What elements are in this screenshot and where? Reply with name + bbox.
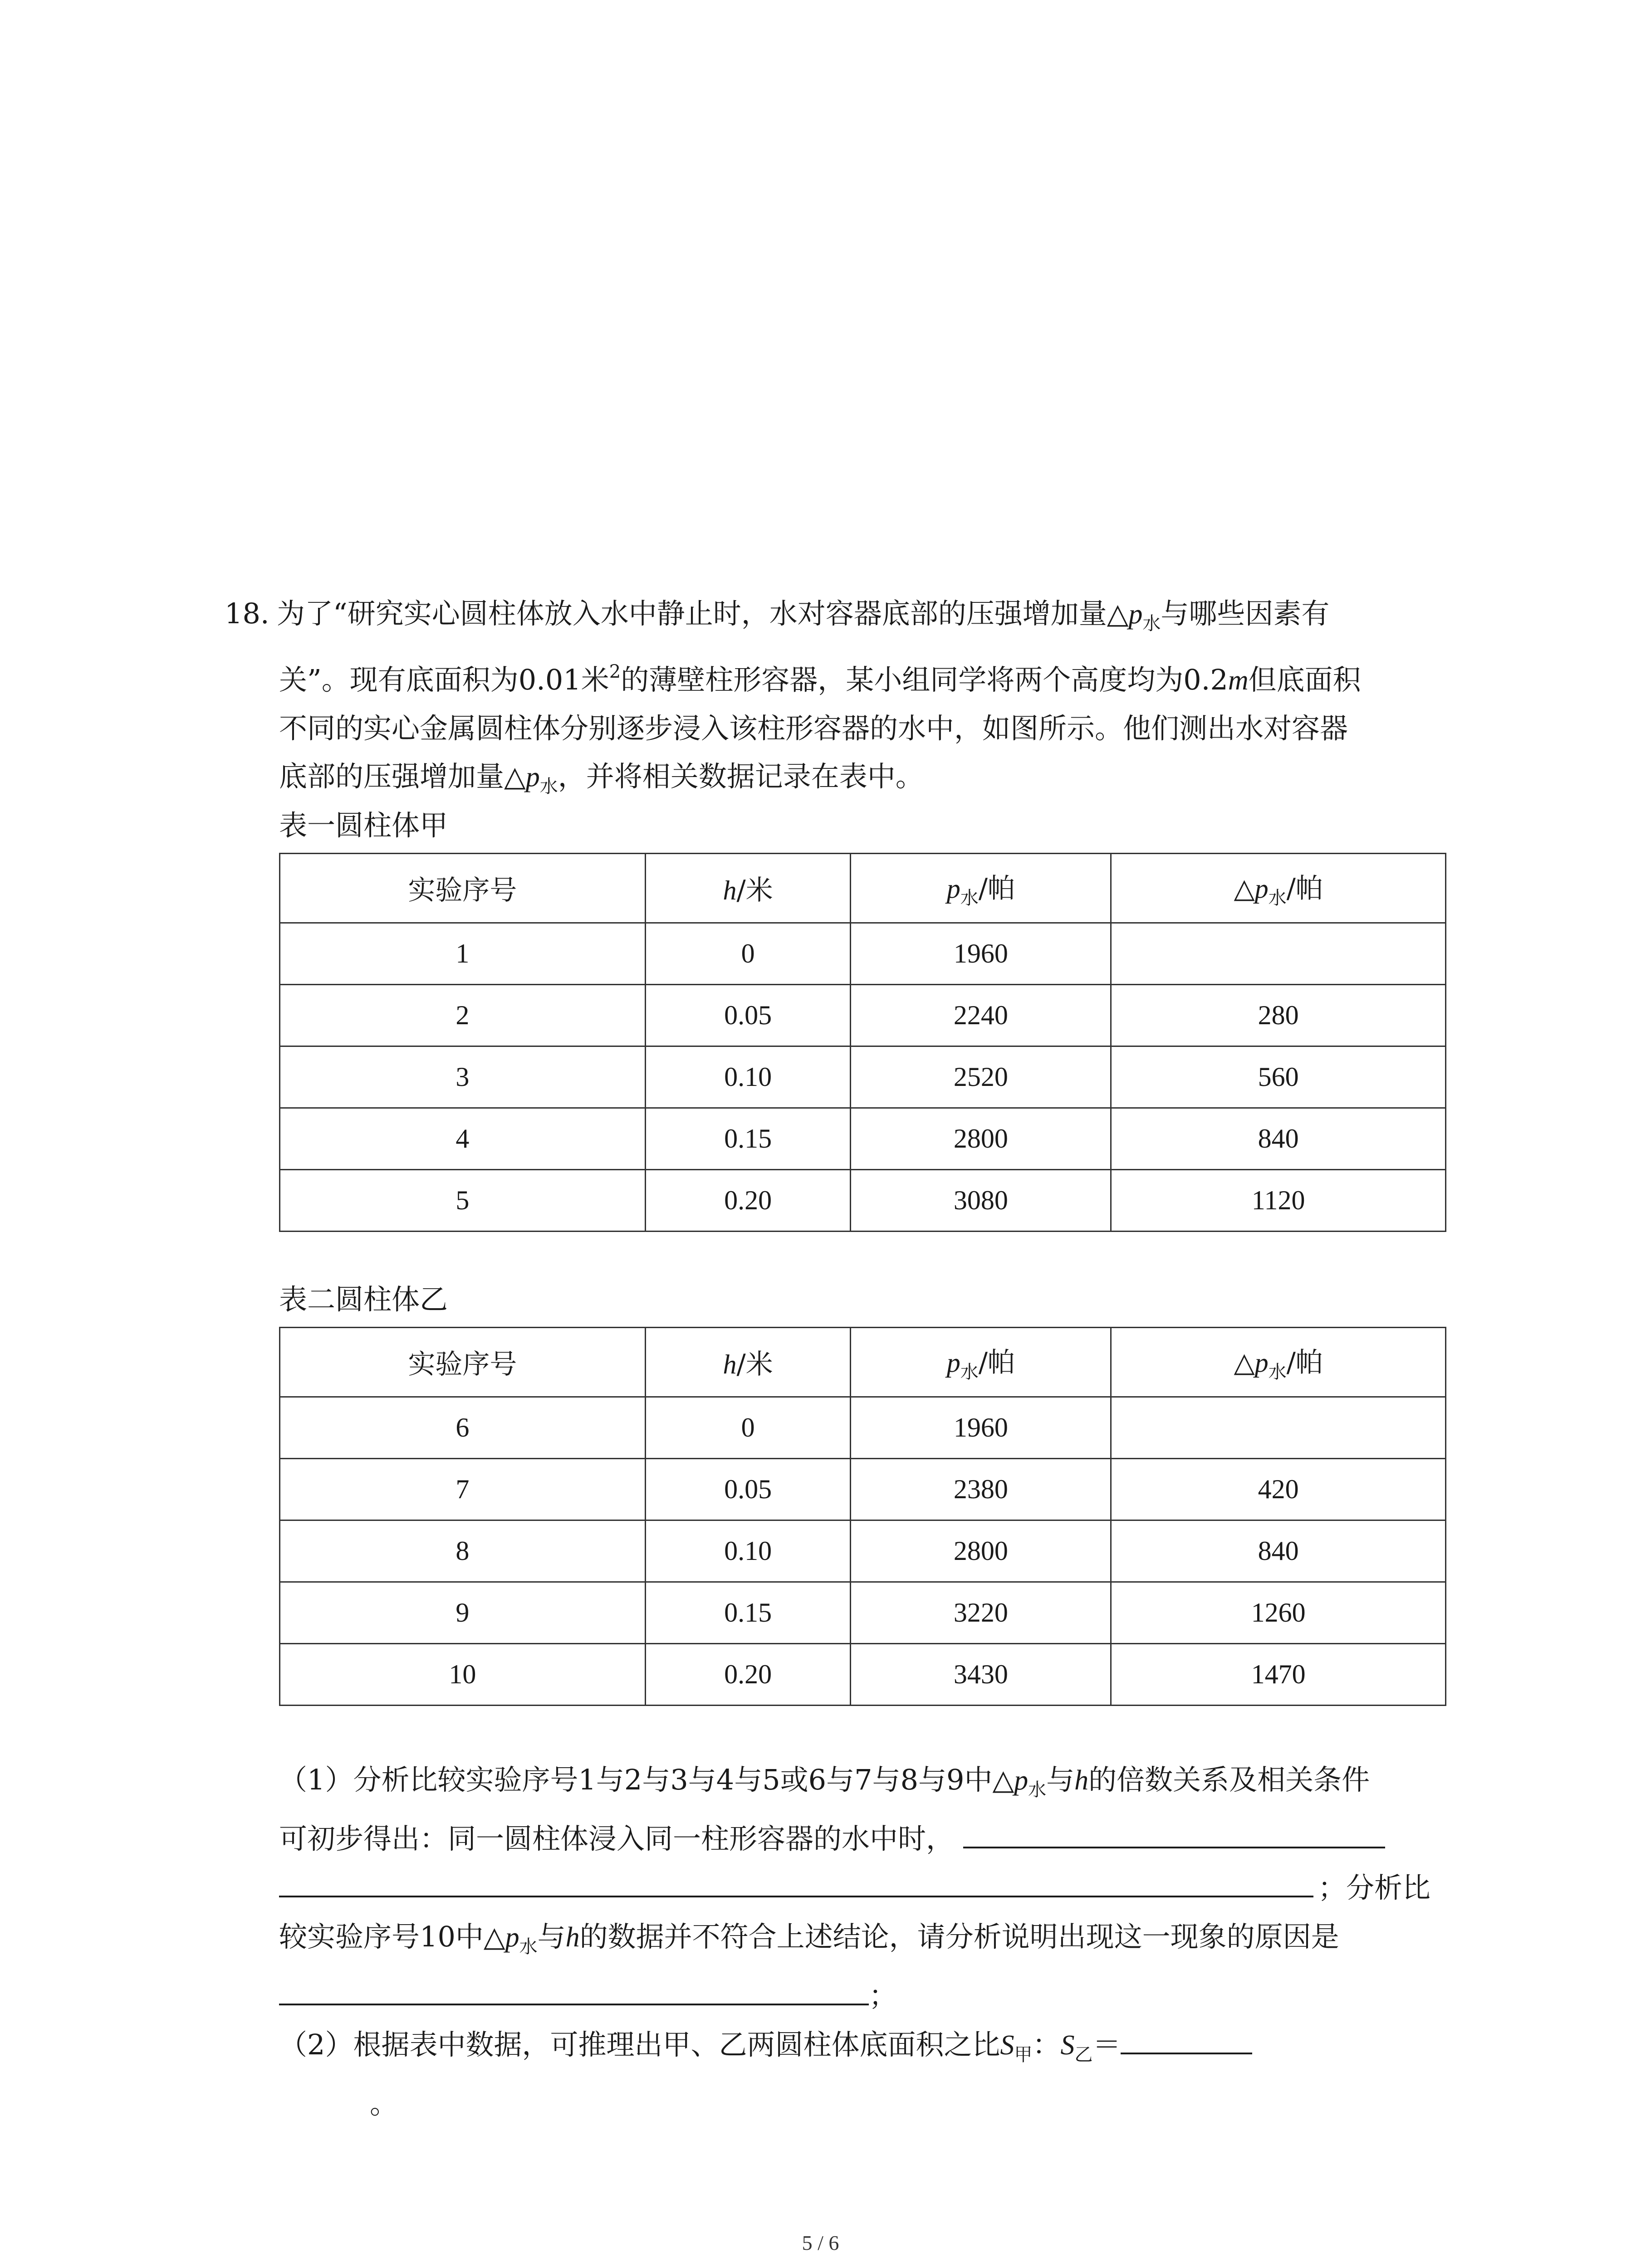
- part1-line-5: ；: [279, 1971, 1459, 2020]
- question-line-2: 关”。现有底面积为0.01米$^2$的薄壁柱形容器，某小组同学将两个高度均为0.2m但底面积: [279, 661, 1361, 696]
- page-number: 5 / 6: [802, 2231, 839, 2254]
- table-row: 7 0.05 2380 420: [280, 1459, 1446, 1520]
- table1-title: 表一圆柱体甲: [279, 809, 448, 842]
- table-row: 2 0.05 2240 280: [280, 985, 1446, 1046]
- header-h: h/米: [645, 854, 851, 923]
- header-delta-p-water: $\triangle p_水/$帕: [1111, 1328, 1446, 1397]
- table-row: 4 0.15 2800 840: [280, 1108, 1446, 1170]
- table-row: 3 0.10 2520 560: [280, 1046, 1446, 1108]
- part1-line-4: 较实验序号10中$\triangle p_水$与h的数据并不符合上述结论，请分析说明出现这一现象的原因是: [279, 1920, 1339, 1957]
- sub-questions: [279, 1755, 1459, 2128]
- answer-blank-1a[interactable]: [963, 1818, 1385, 1848]
- header-p-water: $p_水/$帕: [851, 1328, 1111, 1397]
- table-row: 1 0 1960: [280, 923, 1446, 985]
- part2-line-1: （2）根据表中数据，可推理出甲、乙两圆柱体底面积之比$S_甲$：$S_乙=$: [279, 2020, 1459, 2079]
- table2-title: 表二圆柱体乙: [279, 1283, 448, 1316]
- question-line-1: 18. 为了“研究实心圆柱体放入水中静止时，水对容器底部的压强增加量$\triangle p_水$与哪些因素有: [225, 590, 1459, 648]
- table1-header-row: [280, 854, 1446, 923]
- question-number: 18.: [225, 597, 269, 630]
- table-row: 8 0.10 2800 840: [280, 1520, 1446, 1582]
- table1: [279, 853, 1446, 1232]
- table-row: 9 0.15 3220 1260: [280, 1582, 1446, 1644]
- question-line-4: 底部的压强增加量$\triangle p_水$，并将相关数据记录在表中。: [279, 760, 924, 797]
- header-delta-p-water: $\triangle p_水/$帕: [1111, 854, 1446, 923]
- header-experiment-no: 实验序号: [280, 854, 646, 923]
- part2-line-2: 。: [370, 2087, 398, 2120]
- question-stem: [225, 590, 1459, 811]
- part1-line-1: （1）分析比较实验序号1与2与3与4与5或6与7与8与9中$\triangle p_水$与h的倍数关系及相关条件: [279, 1763, 1370, 1800]
- table2-header-row: [280, 1328, 1446, 1397]
- header-experiment-no: 实验序号: [280, 1328, 646, 1397]
- part1-line-3: ；分析比: [279, 1863, 1459, 1912]
- table-row: 6 0 1960: [280, 1397, 1446, 1459]
- table-row: 10 0.20 3430 1470: [280, 1644, 1446, 1706]
- header-h: h/米: [645, 1328, 851, 1397]
- table-row: 5 0.20 3080 1120: [280, 1170, 1446, 1232]
- answer-blank-1c[interactable]: [279, 1975, 869, 2005]
- table2: [279, 1327, 1446, 1706]
- question-line-3: 不同的实心金属圆柱体分别逐步浸入该柱形容器的水中，如图所示。他们测出水对容器: [279, 712, 1348, 745]
- part1-line-2: 可初步得出：同一圆柱体浸入同一柱形容器的水中时，: [279, 1814, 1459, 1863]
- answer-blank-1b[interactable]: [279, 1867, 1313, 1897]
- header-p-water: $p_水/$帕: [851, 854, 1111, 923]
- answer-blank-2[interactable]: [1121, 2024, 1252, 2054]
